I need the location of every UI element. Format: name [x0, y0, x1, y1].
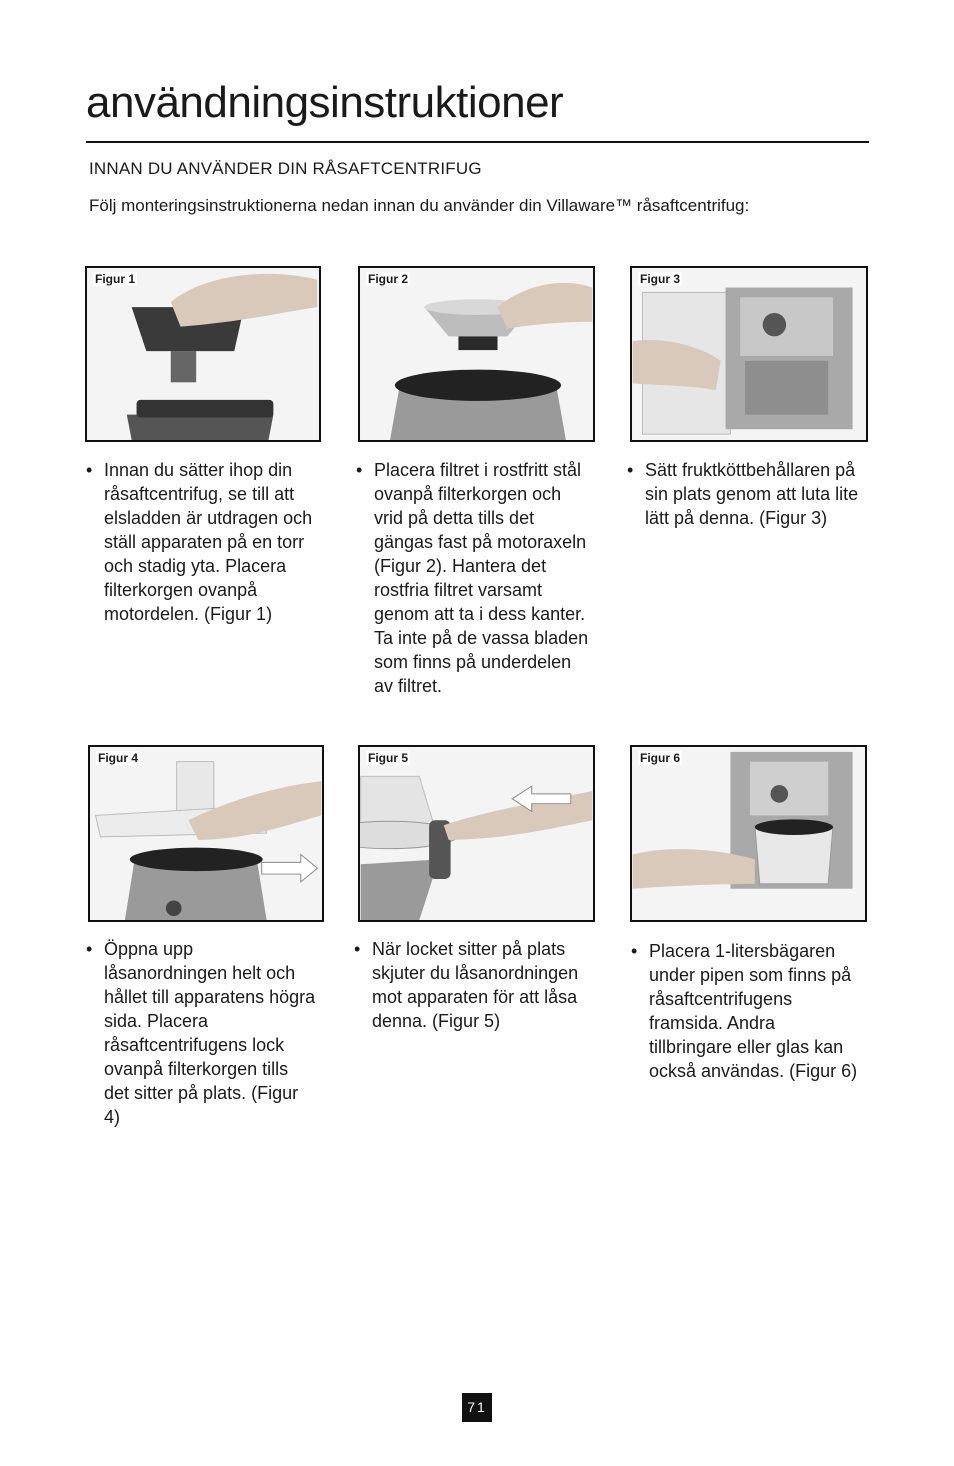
- figure-5-label: Figur 5: [368, 751, 409, 765]
- step-1: [86, 458, 316, 626]
- step-2-text: Placera filtret i rostfritt stål ovanpå filterkorgen och vrid på detta tills det gängas fast på motoraxeln (Figur 2). Hantera det rostfria filtret varsamt genom att ta i dess kanter. Ta inte på de vassa bladen som finns på underdelen av filtret.: [374, 460, 589, 696]
- figure-6: [630, 745, 867, 922]
- step-1-text: Innan du sätter ihop din råsaftcentrifug, se till att elsladden är utdragen och ställ apparaten på en torr och stadig yta. Placera filterkorgen ovanpå motordelen. (Figur 1): [104, 460, 313, 624]
- step-4-text: Öppna upp låsanordningen helt och hållet till apparatens högra sida. Placera råsaftcentrifugens lock ovanpå filterkorgen tills det sitter på plats. (Figur 4): [104, 939, 316, 1127]
- section-heading: INNAN DU ANVÄNDER DIN RÅSAFTCENTRIFUG: [89, 159, 482, 178]
- figure-1-illustration: [87, 268, 319, 440]
- figure-2: [358, 266, 595, 442]
- figure-4: [88, 745, 324, 922]
- step-3-bullet: •: [627, 460, 634, 480]
- intro-text: Följ monteringsinstruktionerna nedan innan du använder din Villaware™ råsaftcentrifug:: [89, 196, 750, 215]
- step-6-bullet: •: [631, 941, 638, 961]
- step-6-text: Placera 1-litersbägaren under pipen som finns på råsaftcentrifugens framsida. Andra tillbringare eller glas kan också användas. (Figur 6): [649, 941, 858, 1081]
- figure-5-illustration: [360, 747, 593, 920]
- figure-4-label: Figur 4: [98, 751, 139, 765]
- step-5: [354, 937, 594, 1033]
- figure-2-label: Figur 2: [368, 272, 409, 286]
- page-title: användningsinstruktioner: [86, 78, 564, 127]
- figure-3-label: Figur 3: [640, 272, 681, 286]
- figure-1: [85, 266, 321, 442]
- step-1-bullet: •: [86, 460, 93, 480]
- step-6: [631, 939, 863, 1083]
- step-5-text: När locket sitter på plats skjuter du låsanordningen mot apparaten för att låsa denna. (Figur 5): [372, 939, 579, 1031]
- step-4-bullet: •: [86, 939, 93, 959]
- step-4: [86, 937, 316, 1129]
- step-2: [356, 458, 592, 698]
- figure-3: [630, 266, 868, 442]
- figure-6-illustration: [632, 747, 865, 920]
- figure-6-label: Figur 6: [640, 751, 681, 765]
- title-divider: [86, 141, 869, 143]
- step-3: [627, 458, 859, 530]
- figure-4-illustration: [90, 747, 322, 920]
- page-number: 71: [462, 1393, 492, 1422]
- step-5-bullet: •: [354, 939, 361, 959]
- figure-3-illustration: [632, 268, 866, 440]
- step-3-text: Sätt fruktköttbehållaren på sin plats genom att luta lite lätt på denna. (Figur 3): [645, 460, 859, 528]
- figure-2-illustration: [360, 268, 593, 440]
- step-2-bullet: •: [356, 460, 363, 480]
- figure-5: [358, 745, 595, 922]
- figure-1-label: Figur 1: [95, 272, 136, 286]
